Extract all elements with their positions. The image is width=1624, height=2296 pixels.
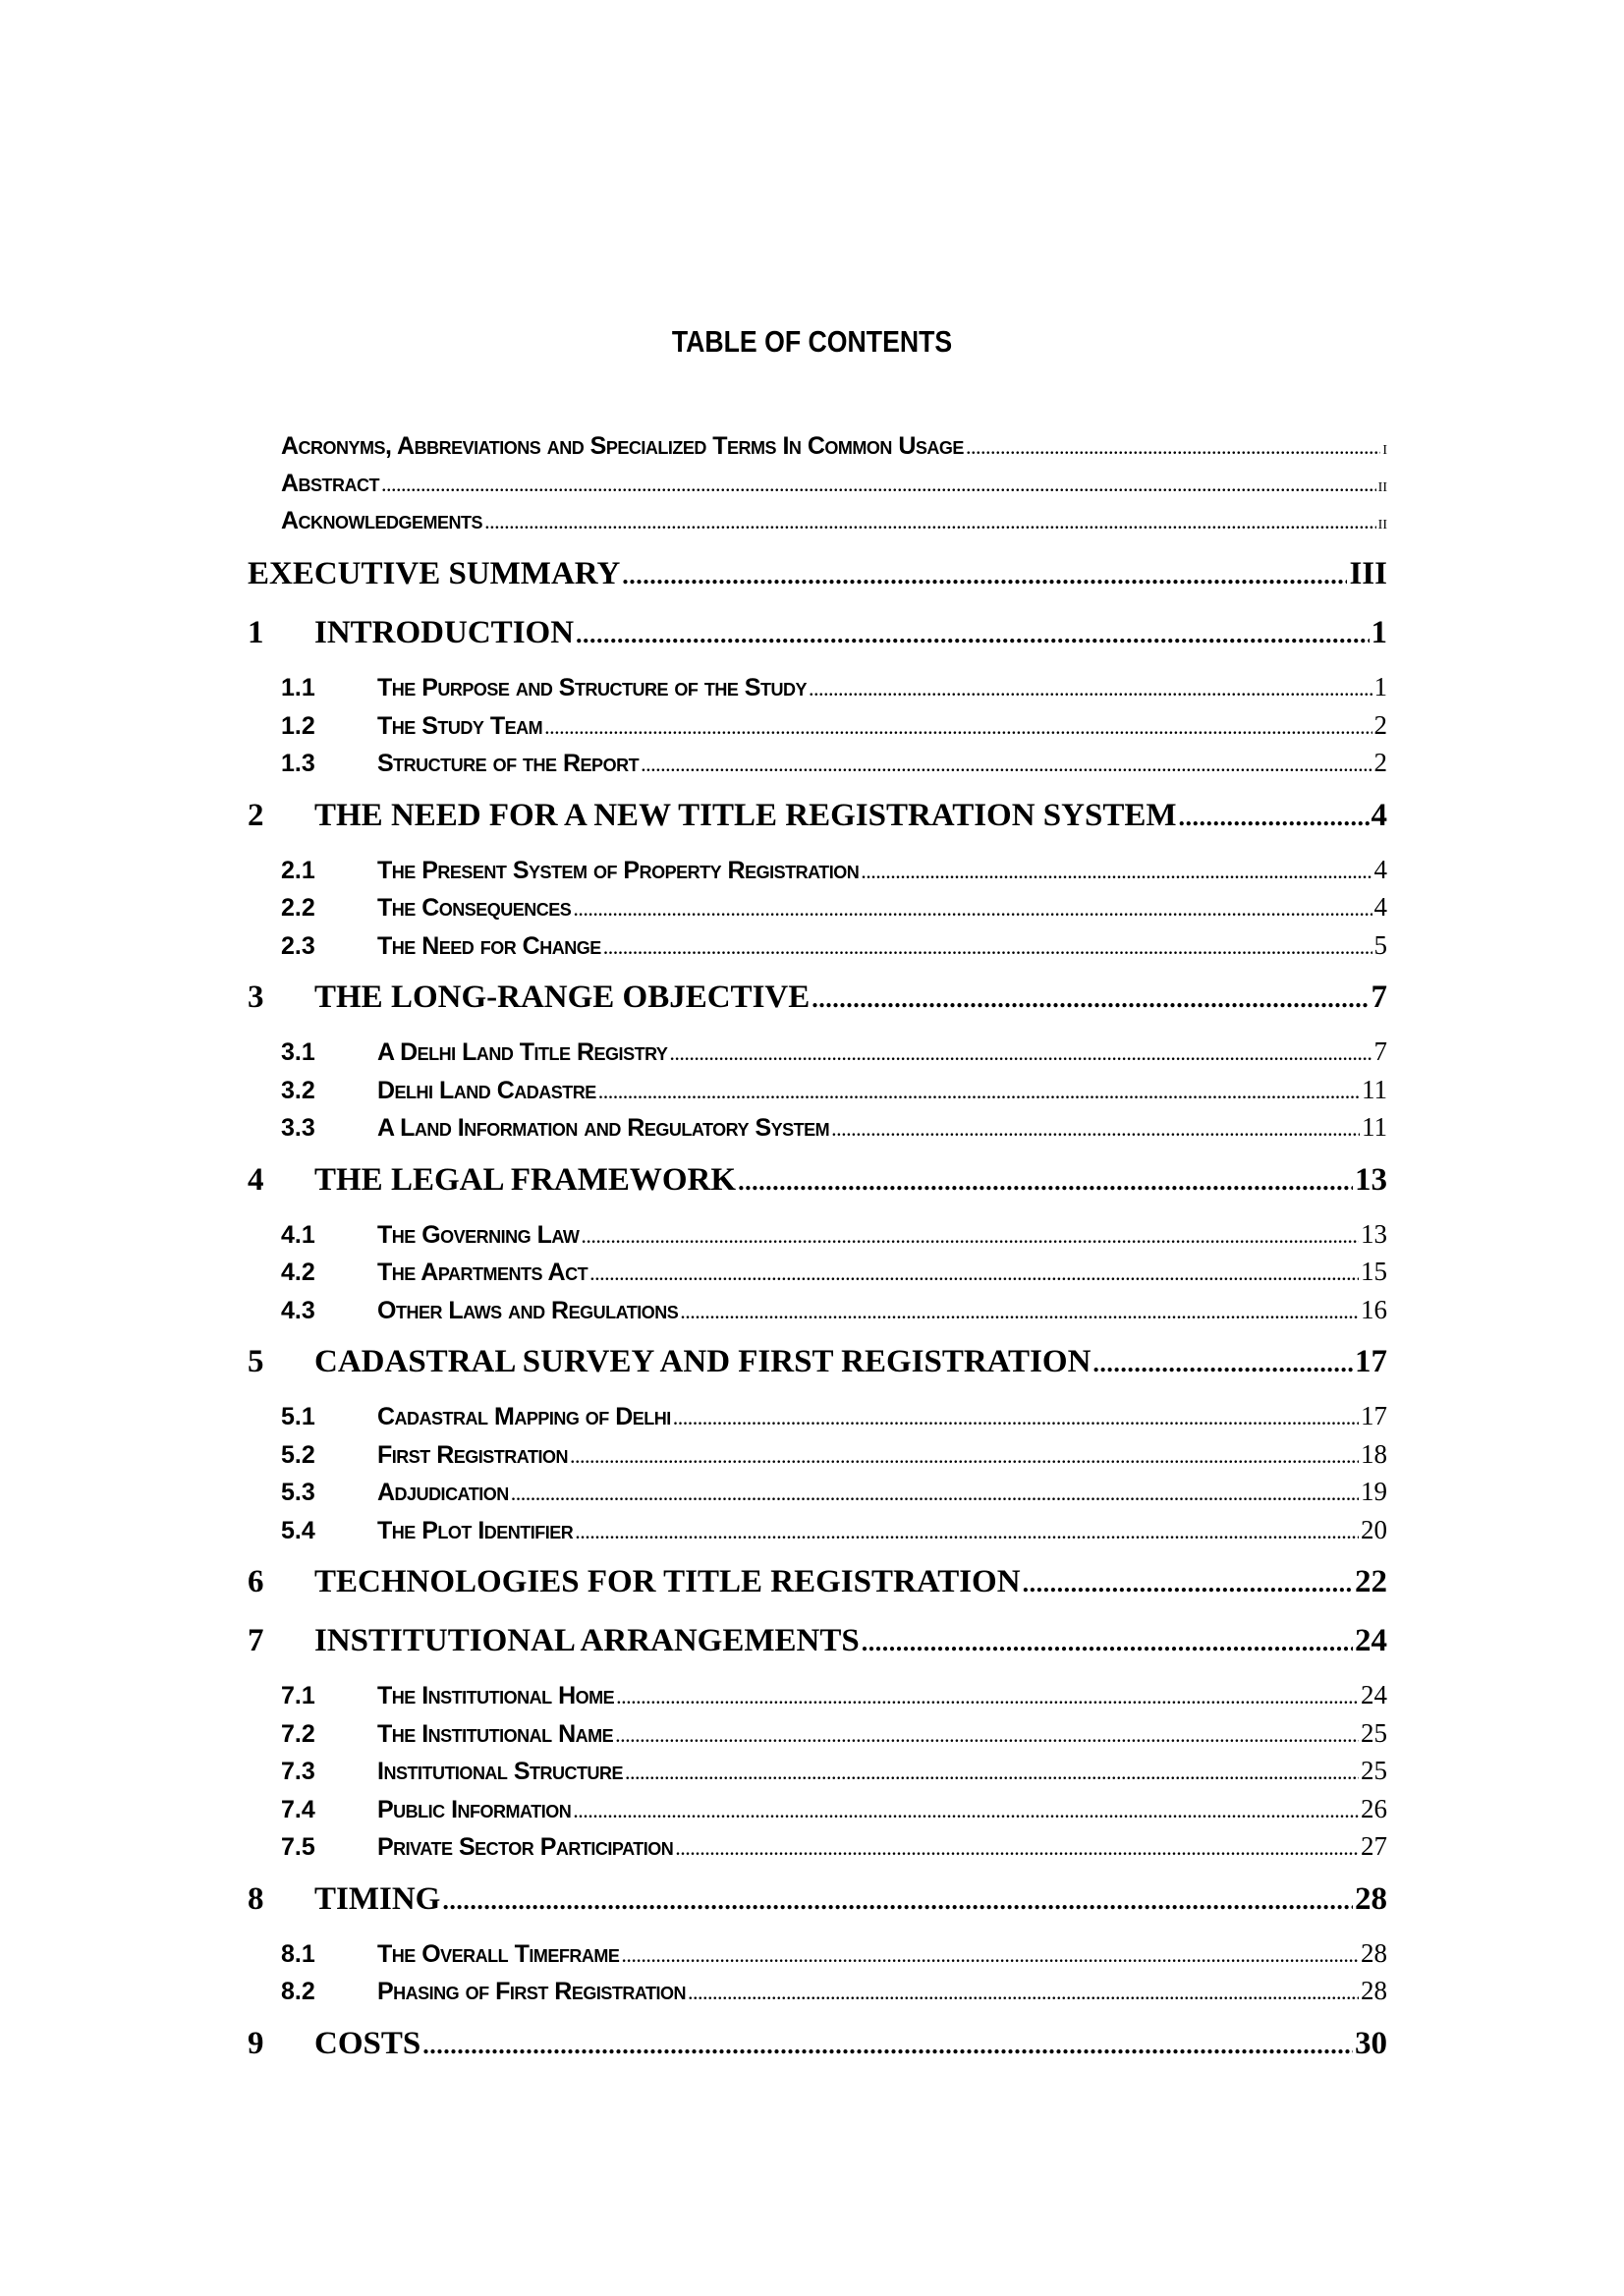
toc-entry-label: THE LEGAL FRAMEWORK [314, 1161, 737, 1198]
toc-chapter-entry[interactable] [248, 1162, 1387, 1215]
dot-leader [688, 1980, 1359, 2005]
toc-section-entry[interactable] [248, 1219, 1387, 1258]
dot-leader [673, 1405, 1359, 1430]
toc-entry-page: 17 [1361, 1401, 1387, 1430]
toc-entry-label: Public Information [377, 1795, 572, 1823]
toc-section-entry[interactable] [248, 1976, 1387, 2014]
toc-entry-number: 4 [248, 1161, 264, 1198]
toc-entry-page: 27 [1361, 1831, 1387, 1861]
toc-entry-label: Institutional Structure [377, 1758, 624, 1785]
dot-leader [442, 1886, 1353, 1916]
toc-entry-label: TIMING [314, 1880, 441, 1917]
toc-entry-page: 11 [1362, 1074, 1387, 1104]
toc-entry-number: 5.2 [281, 1440, 315, 1469]
toc-section-entry[interactable] [248, 892, 1387, 930]
toc-executive-summary[interactable] [248, 556, 1387, 609]
toc-entry-label: The Need for Change [377, 931, 601, 960]
toc-entry-label: Private Sector Participation [377, 1833, 674, 1861]
toc-entry-page: 13 [1361, 1218, 1387, 1249]
toc-section-entry[interactable] [248, 1401, 1387, 1439]
toc-entry-number: 5 [248, 1344, 264, 1379]
toc-entry-number: 5.4 [281, 1516, 315, 1544]
toc-section-entry[interactable] [248, 1680, 1387, 1718]
toc-entry-number: 8.1 [281, 1939, 315, 1968]
dot-leader [812, 984, 1369, 1014]
dot-leader [1092, 1349, 1353, 1378]
dot-leader [544, 714, 1372, 740]
dot-leader [484, 509, 1376, 534]
toc-entry-label: First Registration [377, 1440, 568, 1469]
toc-entry-number: 7.4 [281, 1795, 315, 1823]
toc-entry-label: The Governing Law [377, 1220, 580, 1249]
toc-entry-number: 8 [248, 1880, 264, 1917]
dot-leader [616, 1684, 1359, 1709]
toc-front-matter-entry[interactable] [248, 470, 1387, 507]
toc-entry-number: 3 [248, 980, 264, 1015]
toc-section-entry[interactable] [248, 930, 1387, 969]
toc-entry-page: 4 [1373, 854, 1387, 884]
toc-entry-page: ii [1377, 512, 1387, 533]
dot-leader [625, 1760, 1359, 1785]
toc-chapter-entry[interactable] [248, 615, 1387, 668]
dot-leader [1179, 803, 1370, 832]
toc-entry-page: 22 [1355, 1564, 1387, 1599]
dot-leader [381, 472, 1376, 497]
toc-entry-page: III [1349, 556, 1387, 591]
dot-leader [570, 1443, 1359, 1469]
toc-entry-page: 7 [1373, 1036, 1387, 1066]
toc-section-entry[interactable] [248, 855, 1387, 893]
toc-chapter-entry[interactable] [248, 2026, 1387, 2079]
toc-entry-label: The Institutional Name [377, 1719, 614, 1748]
toc-entry-page: 25 [1361, 1717, 1387, 1748]
toc-entry-page: 2 [1373, 709, 1387, 740]
toc-entry-label: Acknowledgements [281, 507, 483, 534]
toc-section-group [248, 1397, 1387, 1558]
toc-entry-page: 2 [1373, 748, 1387, 777]
toc-section-group [248, 668, 1387, 792]
dot-leader [575, 1519, 1359, 1544]
toc-entry-label: EXECUTIVE SUMMARY [248, 556, 621, 591]
toc-entry-number: 2.1 [281, 856, 315, 884]
toc-entry-label: The Plot Identifier [377, 1516, 574, 1544]
toc-entry-label: Acronyms, Abbreviations and Specialized Terms In Common Usage [281, 432, 964, 460]
toc-entry-page: 24 [1355, 1623, 1387, 1658]
toc-entry-number: 7.5 [281, 1833, 315, 1861]
toc-section-group [248, 851, 1387, 975]
dot-leader [809, 676, 1372, 701]
toc-entry-number: 4.1 [281, 1220, 315, 1249]
toc-entry-label: A Delhi Land Title Registry [377, 1038, 668, 1066]
page-title: TABLE OF CONTENTS [671, 324, 953, 359]
toc-section-entry[interactable] [248, 1439, 1387, 1478]
toc-entry-number: 4.3 [281, 1296, 315, 1324]
dot-leader [680, 1299, 1359, 1324]
toc-entry-label: THE NEED FOR A NEW TITLE REGISTRATION SYSTEM [314, 797, 1177, 833]
toc-entry-label: The Overall Timeframe [377, 1939, 620, 1968]
toc-entry-number: 3.3 [281, 1114, 315, 1142]
toc-entry-page: 13 [1355, 1161, 1387, 1198]
dot-leader [573, 1798, 1359, 1823]
dot-leader [862, 1628, 1353, 1657]
toc-entry-number: 4.2 [281, 1259, 315, 1286]
dot-leader [603, 934, 1372, 960]
toc-entry-label: THE LONG-RANGE OBJECTIVE [314, 980, 811, 1015]
toc-entry-label: Abstract [281, 470, 380, 497]
toc-entry-page: 15 [1361, 1257, 1387, 1286]
toc-entry-label: Adjudication [377, 1479, 509, 1506]
dot-leader [576, 620, 1369, 649]
toc-entry-number: 7.1 [281, 1682, 315, 1709]
toc-entry-label: INSTITUTIONAL ARRANGEMENTS [314, 1623, 860, 1658]
dot-leader [1023, 1569, 1353, 1598]
table-of-contents [248, 432, 1387, 2079]
dot-leader [422, 2031, 1353, 2060]
toc-chapter-entry[interactable] [248, 980, 1387, 1033]
toc-entry-number: 6 [248, 1564, 264, 1599]
toc-section-entry[interactable] [248, 1075, 1387, 1113]
toc-entry-number: 7.3 [281, 1758, 315, 1785]
toc-entry-number: 8.2 [281, 1978, 315, 2005]
toc-entry-label: The Purpose and Structure of the Study [377, 674, 807, 701]
toc-entry-label: Structure of the Report [377, 750, 640, 777]
toc-entry-number: 2 [248, 797, 264, 833]
toc-entry-label: INTRODUCTION [314, 615, 575, 650]
toc-entry-page: 28 [1355, 1880, 1387, 1917]
toc-entry-page: 4 [1373, 892, 1387, 922]
toc-entry-page: 18 [1361, 1438, 1387, 1469]
toc-entry-page: 17 [1355, 1344, 1387, 1379]
toc-section-entry[interactable] [248, 1756, 1387, 1794]
toc-entry-number: 3.2 [281, 1076, 315, 1104]
toc-front-matter-entry[interactable] [248, 432, 1387, 470]
toc-section-entry[interactable] [248, 710, 1387, 749]
toc-section-entry[interactable] [248, 1831, 1387, 1870]
dot-leader [675, 1835, 1359, 1861]
toc-entry-number: 9 [248, 2025, 264, 2061]
toc-section-entry[interactable] [248, 1295, 1387, 1333]
dot-leader [669, 1040, 1372, 1066]
toc-entry-label: COSTS [314, 2025, 421, 2061]
toc-entry-page: 1 [1371, 615, 1387, 650]
dot-leader [589, 1260, 1359, 1286]
dot-leader [966, 434, 1380, 460]
toc-entry-label: The Study Team [377, 711, 543, 740]
toc-section-entry[interactable] [248, 1477, 1387, 1515]
toc-entry-page: 19 [1361, 1477, 1387, 1506]
toc-entry-page: 4 [1371, 797, 1387, 833]
toc-section-entry[interactable] [248, 672, 1387, 710]
toc-entry-label: The Institutional Home [377, 1682, 615, 1709]
dot-leader [738, 1167, 1353, 1197]
toc-entry-number: 5.3 [281, 1479, 315, 1506]
toc-entry-page: 16 [1361, 1294, 1387, 1324]
dot-leader [511, 1481, 1359, 1506]
toc-section-group [248, 1215, 1387, 1339]
toc-entry-label: CADASTRAL SURVEY AND FIRST REGISTRATION [314, 1344, 1092, 1379]
toc-entry-number: 5.1 [281, 1403, 315, 1430]
toc-entry-number: 1.1 [281, 674, 315, 701]
toc-entry-page: 28 [1361, 1937, 1387, 1968]
toc-section-entry[interactable] [248, 1515, 1387, 1553]
toc-entry-number: 3.1 [281, 1038, 315, 1066]
dot-leader [573, 896, 1372, 922]
toc-section-group [248, 1676, 1387, 1876]
toc-section-entry[interactable] [248, 748, 1387, 786]
dot-leader [622, 561, 1347, 590]
toc-section-entry[interactable] [248, 1257, 1387, 1295]
toc-front-matter-entry[interactable] [248, 507, 1387, 544]
toc-entry-label: The Apartments Act [377, 1259, 588, 1286]
toc-entry-number: 1.3 [281, 750, 315, 777]
toc-entry-page: ii [1377, 475, 1387, 496]
toc-entry-page: 7 [1371, 980, 1387, 1015]
toc-entry-page: 11 [1362, 1112, 1387, 1142]
dot-leader [641, 752, 1372, 777]
toc-section-group [248, 1934, 1387, 2020]
dot-leader [581, 1223, 1359, 1249]
toc-chapter-entry[interactable] [248, 1881, 1387, 1934]
toc-entry-page: 28 [1361, 1976, 1387, 2005]
toc-entry-number: 1.2 [281, 711, 315, 740]
toc-chapter-entry[interactable] [248, 798, 1387, 851]
toc-section-entry[interactable] [248, 1794, 1387, 1832]
toc-chapter-entry[interactable] [248, 1564, 1387, 1617]
toc-section-entry[interactable] [248, 1938, 1387, 1977]
toc-entry-label: Cadastral Mapping of Delhi [377, 1403, 671, 1430]
toc-entry-label: The Present System of Property Registration [377, 856, 860, 884]
dot-leader [615, 1722, 1359, 1748]
toc-entry-page: i [1382, 437, 1387, 459]
toc-entry-label: Delhi Land Cadastre [377, 1076, 596, 1104]
toc-chapter-entry[interactable] [248, 1344, 1387, 1397]
dot-leader [621, 1942, 1359, 1968]
dot-leader [831, 1116, 1360, 1142]
toc-entry-page: 26 [1361, 1793, 1387, 1823]
toc-entry-number: 2.2 [281, 894, 315, 922]
toc-section-entry[interactable] [248, 1718, 1387, 1757]
toc-entry-page: 20 [1361, 1514, 1387, 1544]
toc-section-entry[interactable] [248, 1036, 1387, 1075]
toc-entry-page: 5 [1373, 929, 1387, 960]
toc-section-entry[interactable] [248, 1112, 1387, 1150]
toc-entry-page: 1 [1373, 672, 1387, 701]
toc-section-group [248, 1033, 1387, 1156]
toc-entry-number: 7 [248, 1623, 264, 1658]
toc-entry-number: 7.2 [281, 1719, 315, 1748]
toc-entry-page: 25 [1361, 1756, 1387, 1785]
toc-chapter-entry[interactable] [248, 1623, 1387, 1676]
toc-entry-number: 2.3 [281, 931, 315, 960]
toc-entry-page: 30 [1355, 2025, 1387, 2061]
toc-entry-label: The Consequences [377, 894, 572, 922]
dot-leader [598, 1079, 1360, 1104]
toc-entry-label: TECHNOLOGIES FOR TITLE REGISTRATION [314, 1564, 1021, 1599]
dot-leader [861, 859, 1372, 884]
toc-entry-label: A Land Information and Regulatory System [377, 1114, 830, 1142]
toc-entry-label: Other Laws and Regulations [377, 1296, 679, 1324]
toc-entry-page: 24 [1361, 1680, 1387, 1709]
toc-entry-number: 1 [248, 615, 264, 650]
toc-entry-label: Phasing of First Registration [377, 1978, 687, 2005]
